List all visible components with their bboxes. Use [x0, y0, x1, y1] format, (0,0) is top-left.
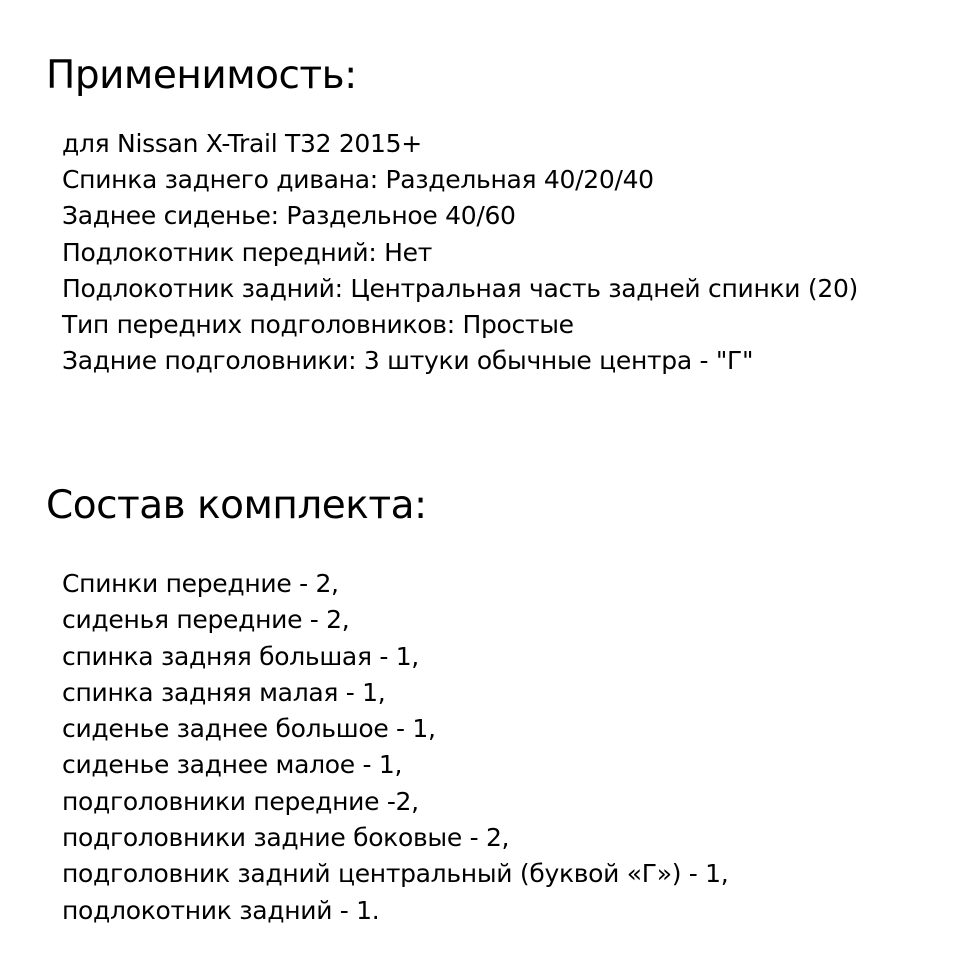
kit-item: Спинки передние - 2,	[62, 569, 339, 598]
applicability-item: Тип передних подголовников: Простые	[62, 309, 574, 339]
kit-item: подголовник задний центральный (буквой «Г») - 1,	[62, 859, 729, 889]
applicability-item: для Nissan X-Trail T32 2015+	[62, 129, 422, 158]
kit-contents-heading: Состав комплекта:	[46, 483, 427, 528]
kit-item: сиденья передние - 2,	[62, 605, 350, 635]
applicability-item: Подлокотник передний: Нет	[62, 237, 432, 267]
kit-item: сиденье заднее большое - 1,	[62, 714, 436, 744]
kit-item: подголовники задние боковые - 2,	[62, 823, 510, 853]
kit-item: подлокотник задний - 1.	[62, 895, 380, 925]
applicability-item: Заднее сиденье: Раздельное 40/60	[62, 201, 516, 231]
applicability-item: Задние подголовники: 3 штуки обычные центра - "Г"	[62, 346, 754, 376]
applicability-item: Подлокотник задний: Центральная часть задней спинки (20)	[62, 273, 859, 303]
kit-item: сиденье заднее малое - 1,	[62, 750, 403, 780]
kit-item: спинка задняя большая - 1,	[62, 641, 419, 671]
kit-item: спинка задняя малая - 1,	[62, 677, 386, 707]
applicability-list	[62, 126, 858, 379]
kit-contents-list	[62, 566, 728, 929]
kit-item: подголовники передние -2,	[62, 786, 419, 816]
applicability-heading: Применимость:	[46, 53, 357, 98]
applicability-item: Спинка заднего дивана: Раздельная 40/20/40	[62, 165, 654, 195]
